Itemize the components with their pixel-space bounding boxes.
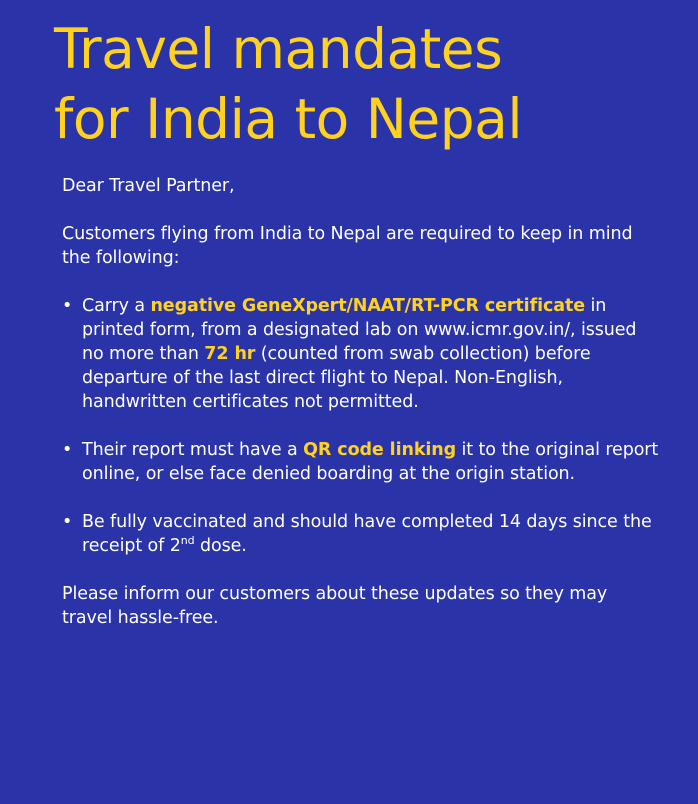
page-title [54, 0, 660, 154]
mandate-list [62, 294, 660, 558]
bullet-1-text-middle: in printed form, from a designated lab on www.icmr.gov.in/, issued no more than [82, 296, 637, 364]
list-item [62, 438, 660, 486]
bullet-2-highlight-qr: QR code linking [303, 440, 457, 460]
closing-paragraph: Please inform our customers about these updates so they may travel hassle-free. [62, 584, 608, 628]
list-item [62, 294, 660, 414]
greeting: Dear Travel Partner, [62, 176, 235, 196]
bullet-3-superscript: nd [180, 534, 195, 548]
bullet-3-text-start: Be fully vaccinated and should have completed 14 days since the receipt of 2 [82, 512, 652, 556]
list-item [62, 510, 660, 558]
bullet-1-highlight-certificate: negative GeneXpert/NAAT/RT-PCR certificate [150, 296, 585, 316]
title-line-1: Travel mandates [54, 17, 503, 81]
bullet-1-text-start: Carry a [82, 296, 151, 316]
title-line-2: for India to Nepal [54, 87, 523, 151]
intro-paragraph: Customers flying from India to Nepal are required to keep in mind the following: [62, 224, 633, 268]
bullet-2-text-end: it to the original report online, or else face denied boarding at the origin station. [82, 440, 659, 484]
bullet-3-text-end: dose. [194, 536, 247, 556]
bullet-2-text-start: Their report must have a [82, 440, 304, 460]
bullet-1-text-end: (counted from swab collection) before departure of the last direct flight to Nepal. Non-English, handwritten certificates not permitted. [82, 344, 591, 412]
bullet-1-highlight-hours: 72 hr [204, 344, 256, 364]
